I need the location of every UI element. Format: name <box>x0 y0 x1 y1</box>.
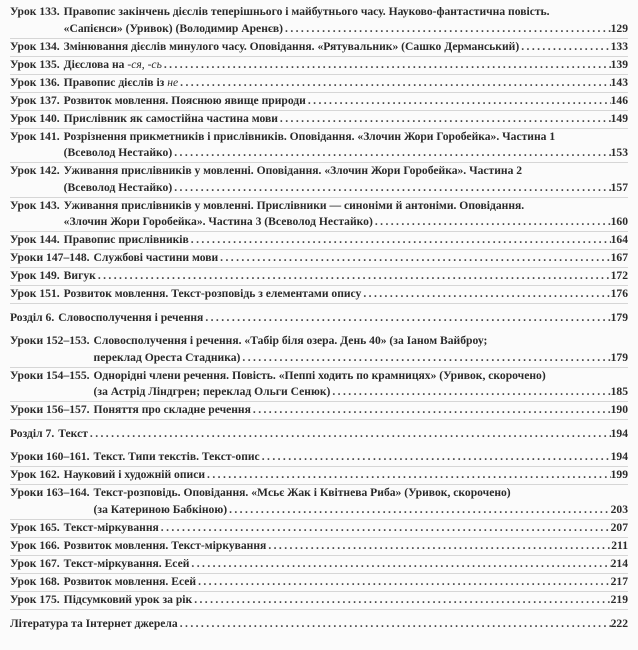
entry-number: Урок 175. <box>10 592 60 606</box>
title-line: Правопис закінчень дієслів теперішнього і майбутнього часу. Науково-фантастична повість. <box>63 5 550 18</box>
title-last-line <box>64 214 628 231</box>
toc-entry[interactable] <box>10 163 628 198</box>
toc-entry[interactable] <box>10 592 628 610</box>
entry-title <box>64 57 628 74</box>
dot-leader <box>192 592 610 609</box>
toc-entry[interactable] <box>10 286 628 304</box>
entry-number: Урок 142. <box>10 164 60 177</box>
title-last-line <box>94 384 628 401</box>
toc-entry[interactable] <box>10 368 628 403</box>
title-line-text: Прислівник як самостійна частина мови <box>63 111 278 125</box>
toc-entry[interactable] <box>10 129 628 164</box>
title-last-line <box>64 145 628 162</box>
title-text <box>64 556 190 573</box>
page-number: 203 <box>610 502 628 516</box>
title-last-line <box>64 180 628 197</box>
title-text <box>58 310 203 327</box>
title-text <box>64 232 189 249</box>
dot-leader <box>240 350 610 367</box>
title-text <box>94 402 251 419</box>
title-line-text: Текст-міркування. Есей <box>63 556 190 570</box>
page-number: 167 <box>610 251 628 264</box>
toc-entry[interactable] <box>10 574 628 592</box>
title-text <box>64 21 283 38</box>
entry-title <box>94 449 628 466</box>
title-line-text: «Злочин Жори Горобейка». Частина 3 (Всеволод Нестайко) <box>63 215 373 228</box>
title-line-text: Текст-міркування <box>63 520 159 534</box>
entry-title <box>64 75 628 92</box>
entry-number: Урок 149. <box>10 269 60 282</box>
entry-number: Уроки 152–153. <box>10 334 90 347</box>
title-last-line <box>64 592 628 609</box>
toc-entry[interactable] <box>10 93 628 111</box>
toc-entry[interactable] <box>10 39 628 57</box>
entry-title <box>64 163 628 196</box>
title-last-line <box>58 310 628 327</box>
page-number: 129 <box>610 21 628 35</box>
entry-number: Урок 168. <box>10 574 60 588</box>
toc-entry[interactable] <box>10 538 628 556</box>
title-last-line <box>64 268 628 285</box>
title-text <box>64 538 267 555</box>
title-text <box>58 426 88 443</box>
title-last-line <box>64 574 628 591</box>
title-line-text: Службові частини мови <box>93 251 219 264</box>
title-line-text: Розвиток мовлення. Текст-розповідь з елементами опису <box>63 287 362 300</box>
toc-section[interactable] <box>10 616 628 633</box>
title-last-line <box>58 426 628 443</box>
title-last-line <box>10 616 628 633</box>
dot-leader <box>172 145 610 162</box>
page-number: 222 <box>610 616 628 630</box>
title-last-line <box>64 75 628 92</box>
title-text <box>64 39 520 56</box>
title-last-line <box>64 467 628 484</box>
entry-title <box>64 467 628 484</box>
title-last-line <box>64 57 628 74</box>
title-last-line <box>64 232 628 249</box>
entry-number: Урок 135. <box>10 57 60 71</box>
dot-leader <box>218 250 610 267</box>
title-last-line <box>94 449 628 466</box>
title-line-text: (за Астрід Ліндгрен; переклад Ольги Сенюк) <box>93 385 331 398</box>
entry-number: Урок 167. <box>10 556 60 570</box>
entry-number: Урок 143. <box>10 198 60 212</box>
title-last-line <box>94 250 628 267</box>
entry-title <box>94 402 628 419</box>
title-line-text: Змінювання дієслів минулого часу. Оповідання. «Рятувальник» (Сашко Дерманський) <box>63 39 520 53</box>
entry-number: Урок 144. <box>10 233 60 246</box>
page-number: 199 <box>610 468 628 481</box>
toc-entry[interactable] <box>10 111 628 129</box>
dot-leader <box>373 214 611 231</box>
entry-number: Урок 133. <box>10 5 60 18</box>
toc-section[interactable] <box>10 310 628 327</box>
dot-leader <box>266 538 611 555</box>
title-line-text: Правопис дієслів із <box>63 75 168 89</box>
title-text <box>64 520 159 537</box>
title-text <box>64 93 306 110</box>
toc-entry[interactable] <box>10 57 628 75</box>
entry-title <box>64 268 628 285</box>
title-line-text: (за Катериною Бабкіною) <box>93 502 228 516</box>
title-line-text: Література та Інтернет джерела <box>10 616 178 630</box>
entry-title <box>64 592 628 609</box>
entry-title <box>94 485 628 518</box>
title-last-line <box>64 538 628 555</box>
title-last-line <box>64 111 628 128</box>
page-number: 194 <box>610 427 628 440</box>
title-text <box>64 467 205 484</box>
entry-number: Урок 165. <box>10 520 60 534</box>
title-text <box>64 592 193 609</box>
toc-entry[interactable] <box>10 333 628 368</box>
page-number: 219 <box>610 592 628 606</box>
title-line: Словосполучення і речення. «Табір біля озера. День 40» (за Іаном Вайброу; <box>93 334 488 347</box>
entry-title <box>64 198 628 231</box>
dot-leader <box>330 384 610 401</box>
dot-leader <box>227 502 611 519</box>
dot-leader <box>361 286 610 303</box>
page-number: 143 <box>610 75 628 89</box>
entry-number: Уроки 160–161. <box>10 450 90 463</box>
dot-leader <box>162 57 611 74</box>
title-line-text: Розвиток мовлення. Пояснюю явище природи <box>63 93 306 107</box>
toc-entry[interactable] <box>10 520 628 538</box>
entry-title <box>64 574 628 591</box>
dot-leader <box>189 556 610 573</box>
title-line-text: (Всеволод Нестайко) <box>63 180 173 194</box>
title-italic-text: -ся, -сь <box>127 57 162 71</box>
table-of-contents <box>10 4 628 639</box>
toc-entry[interactable] <box>10 467 628 485</box>
title-line-text: Текст. Типи текстів. Текст-опис <box>93 450 260 463</box>
entry-title <box>94 333 628 366</box>
entry-number: Урок 151. <box>10 287 60 300</box>
toc-entry[interactable] <box>10 250 628 268</box>
title-text <box>64 75 178 92</box>
title-last-line <box>94 402 628 419</box>
title-line-text: Поняття про складне речення <box>93 403 251 416</box>
page-number: 217 <box>610 574 628 588</box>
page-number: 172 <box>610 269 628 282</box>
entry-title <box>64 129 628 162</box>
page-number: 185 <box>610 385 628 398</box>
entry-number: Урок 136. <box>10 75 60 89</box>
dot-leader <box>178 616 611 633</box>
title-last-line <box>64 21 628 38</box>
entry-number: Урок 141. <box>10 129 60 143</box>
toc-entry[interactable] <box>10 402 628 420</box>
title-line-text: Правопис прислівників <box>63 233 189 246</box>
dot-leader <box>88 426 611 443</box>
entry-title <box>10 616 628 633</box>
title-text <box>64 286 362 303</box>
toc-entry[interactable] <box>10 75 628 93</box>
title-text <box>94 250 219 267</box>
entry-title <box>94 368 628 401</box>
entry-number: Урок 137. <box>10 93 60 107</box>
dot-leader <box>178 75 610 92</box>
title-text <box>64 111 278 128</box>
title-line: Розрізнення прикметників і прислівників. Оповідання. «Злочин Жори Горобейка». Частина 1 <box>63 129 556 143</box>
page-number: 179 <box>610 311 628 324</box>
page-number: 160 <box>610 215 628 228</box>
page-number: 164 <box>610 233 628 246</box>
page-number: 146 <box>610 93 628 107</box>
entry-title <box>64 232 628 249</box>
entry-title <box>58 310 628 327</box>
title-text <box>94 350 241 367</box>
toc-entry[interactable] <box>10 485 628 520</box>
page-number: 139 <box>610 57 628 71</box>
title-line-text: Розвиток мовлення. Есей <box>63 574 197 588</box>
entry-number: Урок 166. <box>10 538 60 552</box>
dot-leader <box>205 467 611 484</box>
title-last-line <box>64 520 628 537</box>
title-text <box>64 145 173 162</box>
title-line-text: Дієслова на <box>63 57 128 71</box>
toc-entry[interactable] <box>10 4 628 39</box>
page-number: 207 <box>610 520 628 534</box>
dot-leader <box>306 93 611 110</box>
page-number: 179 <box>610 350 628 364</box>
title-last-line <box>94 502 628 519</box>
dot-leader <box>260 449 611 466</box>
title-text <box>64 268 96 285</box>
page-number: 190 <box>610 403 628 416</box>
title-last-line <box>64 286 628 303</box>
entry-title <box>64 4 628 37</box>
page-number: 133 <box>610 39 628 53</box>
title-line: Уживання прислівників у мовленні. Оповідання. «Злочин Жори Горобейка». Частина 2 <box>63 164 523 177</box>
title-last-line <box>64 93 628 110</box>
toc-entry[interactable] <box>10 198 628 233</box>
title-text <box>64 180 173 197</box>
entry-number: Урок 134. <box>10 39 60 53</box>
title-text <box>94 502 228 519</box>
entry-number: Уроки 147–148. <box>10 251 90 264</box>
page-number: 214 <box>610 556 628 570</box>
title-text <box>64 57 162 74</box>
title-last-line <box>94 350 628 367</box>
toc-entry[interactable] <box>10 232 628 250</box>
dot-leader <box>519 39 610 56</box>
entry-title <box>64 39 628 56</box>
dot-leader <box>203 310 610 327</box>
entry-number: Уроки 163–164. <box>10 486 90 499</box>
title-line: Текст-розповідь. Оповідання. «Мсьє Жак і Квітнева Риба» (Уривок, скорочено) <box>93 486 511 499</box>
title-line-text: (Всеволод Нестайко) <box>63 146 173 159</box>
toc-section[interactable] <box>10 426 628 443</box>
dot-leader <box>96 268 611 285</box>
entry-title <box>64 93 628 110</box>
title-line-text: Розвиток мовлення. Текст-міркування <box>63 538 267 552</box>
title-last-line <box>64 39 628 56</box>
page-number: 194 <box>610 450 628 463</box>
entry-title <box>64 538 628 555</box>
toc-entry[interactable] <box>10 449 628 467</box>
page-number: 149 <box>610 111 628 125</box>
entry-title <box>64 286 628 303</box>
page-number: 157 <box>610 180 628 194</box>
page-number: 211 <box>611 538 628 552</box>
title-last-line <box>64 556 628 573</box>
title-line-text: Науковий і художній описи <box>63 468 206 481</box>
entry-number: Урок 140. <box>10 111 60 125</box>
dot-leader <box>159 520 611 537</box>
entry-number: Уроки 156–157. <box>10 403 90 416</box>
title-text <box>64 574 196 591</box>
page-number: 176 <box>610 287 628 300</box>
entry-number: Уроки 154–155. <box>10 368 90 382</box>
dot-leader <box>172 180 610 197</box>
title-text <box>64 214 373 231</box>
entry-number: Розділ 6. <box>10 311 55 324</box>
title-line: Однорідні члени речення. Повість. «Пеппі ходить по крамницях» (Уривок, скорочено) <box>93 368 546 382</box>
toc-entry[interactable] <box>10 556 628 574</box>
title-line-text: «Сапієнси» (Уривок) (Володимир Аренєв) <box>63 21 284 35</box>
dot-leader <box>278 111 611 128</box>
title-line-text: Словосполучення і речення <box>58 311 204 324</box>
title-text <box>94 384 331 401</box>
entry-title <box>64 520 628 537</box>
toc-entry[interactable] <box>10 268 628 286</box>
page-number: 153 <box>610 146 628 159</box>
entry-title <box>58 426 628 443</box>
dot-leader <box>196 574 611 591</box>
title-line-text: Вигук <box>63 269 96 282</box>
entry-number: Урок 162. <box>10 468 60 481</box>
title-line-text: Текст <box>58 427 88 440</box>
title-text <box>10 616 178 633</box>
title-line-text: переклад Ореста Стадника) <box>93 350 241 364</box>
title-text <box>94 449 260 466</box>
dot-leader <box>189 232 611 249</box>
entry-number: Розділ 7. <box>10 427 55 440</box>
title-italic-text: не <box>167 75 179 89</box>
dot-leader <box>283 21 611 38</box>
entry-title <box>94 250 628 267</box>
dot-leader <box>251 402 611 419</box>
entry-title <box>64 556 628 573</box>
title-line-text: Підсумковий урок за рік <box>63 592 193 606</box>
title-line: Уживання прислівників у мовленні. Прислівники — синоніми й антоніми. Оповідання. <box>63 198 525 212</box>
entry-title <box>64 111 628 128</box>
